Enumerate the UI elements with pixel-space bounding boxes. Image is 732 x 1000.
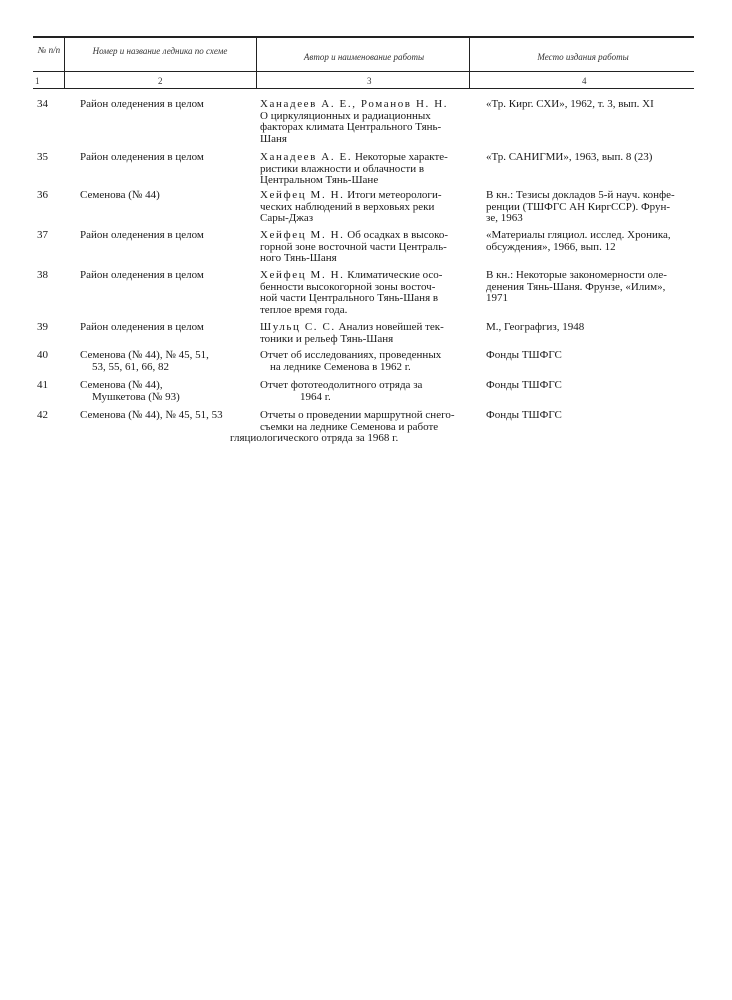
glacier-name: Район оледенения в целом: [80, 229, 204, 241]
glacier-name: Район оледенения в целом: [80, 321, 204, 333]
author-name: Хейфец М. Н.: [260, 229, 345, 241]
header-author: Автор и наименование работы: [303, 52, 425, 62]
row-number: 35: [37, 151, 48, 163]
column-divider: [469, 37, 470, 88]
header-number: № п/п: [37, 45, 61, 55]
glacier-name: Район оледенения в целом: [80, 269, 204, 281]
column-number: 4: [582, 76, 587, 86]
author-work: Отчет об исследованиях, проведенных на леднике Семенова в 1962 г.: [260, 349, 442, 373]
author-work: Шульц С. С. Анализ новейшей тек- тоники и рельеф Тянь-Шаня: [260, 321, 444, 345]
glacier-name: Район оледенения в целом: [80, 151, 204, 163]
publication-place: М., Географгиз, 1948: [486, 321, 585, 333]
table-number-rule: [33, 88, 694, 89]
row-number: 38: [37, 269, 48, 281]
publication-place: Фонды ТШФГС: [486, 409, 562, 421]
author-work: Хейфец М. Н. Об осадках в высоко- горной зоне восточной части Централь- ного Тянь-Шаня: [260, 229, 449, 264]
glacier-name: Семенова (№ 44): [80, 189, 160, 201]
author-name: Хейфец М. Н.: [260, 269, 345, 281]
glacier-name: Район оледенения в целом: [80, 98, 204, 110]
column-number: 1: [35, 76, 40, 86]
table-header-rule: [33, 71, 694, 72]
publication-place: «Тр. САНИГМИ», 1963, вып. 8 (23): [486, 151, 653, 163]
header-glacier: Номер и название ледника по схеме: [92, 46, 228, 56]
column-divider: [64, 37, 65, 88]
column-number: 2: [158, 76, 163, 86]
publication-place: В кн.: Тезисы докладов 5-й науч. конфе- ренции (ТШФГС АН КиргССР). Фрун- зе, 1963: [486, 189, 675, 224]
author-name: Ханадеев А. Е.: [260, 151, 353, 163]
author-work: Хейфец М. Н. Итоги метеорологи- ческих наблюдений в верховьях реки Сары-Джаз: [260, 189, 442, 224]
author-name: Шульц С. С.: [260, 321, 336, 333]
column-divider: [256, 37, 257, 88]
row-number: 36: [37, 189, 48, 201]
row-number: 41: [37, 379, 48, 391]
author-name: Хейфец М. Н.: [260, 189, 345, 201]
publication-place: Фонды ТШФГС: [486, 349, 562, 361]
publication-place: «Материалы гляциол. исслед. Хроника, обсуждения», 1966, вып. 12: [486, 229, 671, 253]
author-name: Ханадеев А. Е., Романов Н. Н.: [260, 98, 449, 110]
row-number: 34: [37, 98, 48, 110]
glacier-name: Семенова (№ 44), № 45, 51, 53, 55, 61, 66, 82: [80, 349, 209, 373]
glacier-name: Семенова (№ 44), № 45, 51, 53: [80, 409, 223, 421]
author-work: Ханадеев А. Е., Романов Н. Н. О циркуляционных и радиационных факторах климата Центрального Тянь- Шаня: [260, 98, 449, 145]
author-work: Отчет фототеодолитного отряда за 1964 г.: [260, 379, 423, 403]
column-number: 3: [367, 76, 372, 86]
row-number: 37: [37, 229, 48, 241]
header-place: Место издания работы: [537, 52, 629, 62]
author-work: Ханадеев А. Е. Некоторые характе- ристики влажности и облачности в Центральном Тянь-Шане: [260, 151, 448, 186]
row-number: 39: [37, 321, 48, 333]
author-work: Отчеты о проведении маршрутной снего- съемки на леднике Семенова и работе гляциологического отряда за 1968 г.: [230, 409, 455, 444]
glacier-name: Семенова (№ 44), Мушкетова (№ 93): [80, 379, 180, 403]
row-number: 42: [37, 409, 48, 421]
row-number: 40: [37, 349, 48, 361]
publication-place: «Тр. Кирг. СХИ», 1962, т. 3, вып. XI: [486, 98, 654, 110]
publication-place: Фонды ТШФГС: [486, 379, 562, 391]
author-work: Хейфец М. Н. Климатические осо- бенности высокогорной зоны восточ- ной части Центрального Тянь-Шаня в теплое время года.: [260, 269, 443, 316]
table-top-rule: [33, 36, 694, 38]
publication-place: В кн.: Некоторые закономерности оле- денения Тянь-Шаня. Фрунзе, «Илим», 1971: [486, 269, 667, 304]
